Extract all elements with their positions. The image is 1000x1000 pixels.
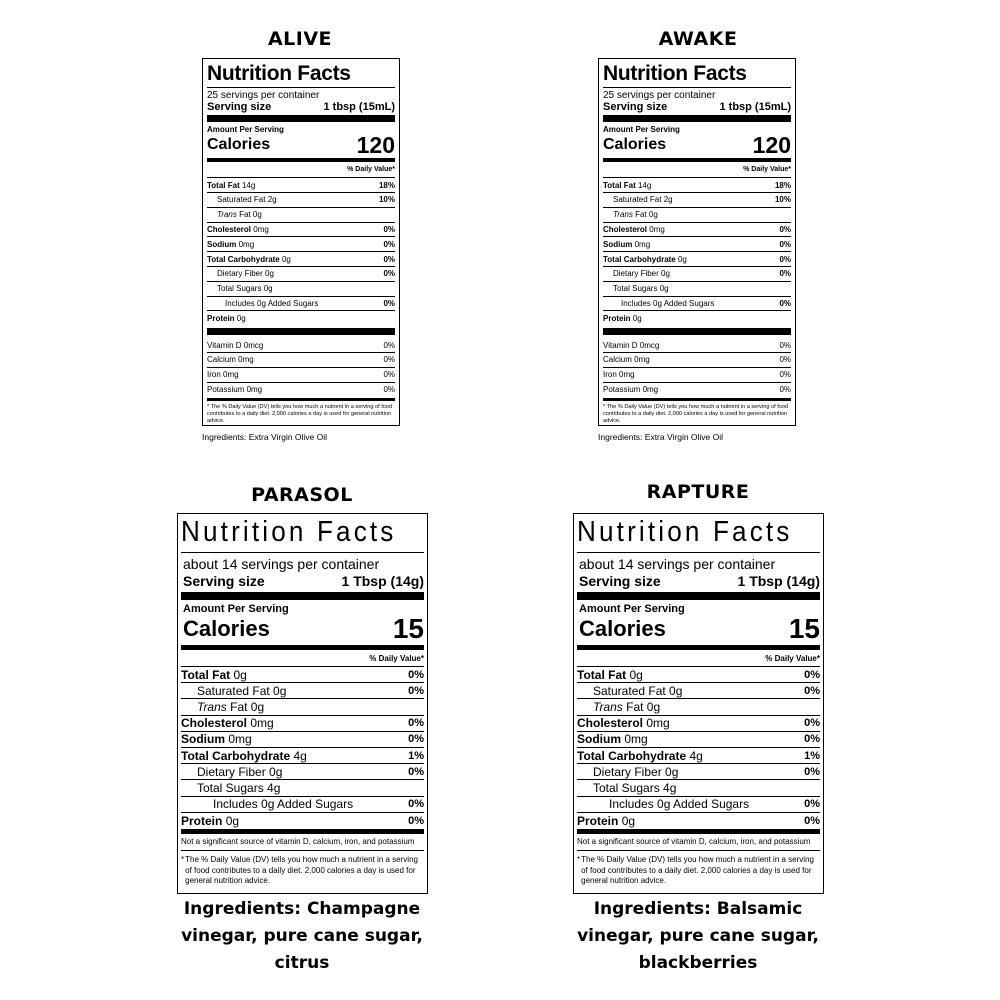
daily-value: 0% — [804, 798, 820, 811]
nutrient-label: Sodium — [181, 732, 225, 747]
cholesterol-row — [577, 716, 820, 732]
total-fat-row — [603, 178, 791, 193]
nutrient-label: Total Fat — [207, 180, 240, 190]
daily-value: 0% — [383, 355, 395, 365]
daily-value: 1% — [408, 749, 424, 762]
nutrient-label: Fat 0g — [622, 699, 661, 714]
serving-size-label: Serving size — [183, 573, 265, 589]
nutrient-label: Calcium 0mg — [207, 355, 254, 365]
significance-note: Not a significant source of vitamin D, calcium, iron, and potassium — [577, 829, 820, 852]
trans-fat-row — [207, 208, 395, 223]
daily-value: 18% — [378, 180, 395, 190]
nutrient-label: Total Carbohydrate — [181, 748, 291, 763]
nutrient-label: Dietary Fiber 0g — [197, 764, 283, 779]
protein-row — [207, 311, 395, 326]
nutrient-amount: 0mg — [624, 732, 648, 747]
saturated-fat-row — [181, 683, 424, 699]
total-carbohydrate-row — [207, 252, 395, 267]
nutrient-label: Fat 0g — [226, 699, 265, 714]
thick-divider — [207, 328, 395, 335]
nutrient-label: Protein — [603, 314, 631, 324]
daily-value: 0% — [804, 814, 820, 827]
nutrient-label: Total Carbohydrate — [577, 748, 687, 763]
nutrition-facts-title: Nutrition Facts — [181, 516, 397, 548]
daily-value: 0% — [408, 798, 424, 811]
daily-value: 0% — [408, 733, 424, 746]
nutrient-label: Vitamin D 0mcg — [207, 340, 264, 350]
product-title-parasol: PARASOL — [251, 484, 353, 506]
nutrient-amount: 0mg — [250, 716, 274, 731]
daily-value: 0% — [383, 385, 395, 395]
daily-value: 0% — [779, 370, 791, 380]
nutrient-amount: 0mg — [228, 732, 252, 747]
saturated-fat-row — [603, 193, 791, 208]
footnote-text: The % Daily Value (DV) tells you how much a nutrient in a serving of food contributes to a daily diet. 2,000 calories a day is used for general nutrition advice. — [581, 855, 814, 886]
nutrient-label: Protein — [207, 314, 235, 324]
daily-value: 0% — [383, 239, 395, 249]
nutrient-label: Sodium — [577, 732, 621, 747]
servings-per-container: about 14 servings per container — [579, 556, 776, 572]
divider — [207, 87, 395, 88]
daily-value: 0% — [383, 370, 395, 380]
trans-italic: Trans — [217, 210, 237, 220]
total-fat-row — [181, 667, 424, 683]
daily-value: 0% — [408, 765, 424, 778]
divider — [577, 552, 820, 553]
nutrient-label: Potassium 0mg — [603, 385, 659, 395]
total-carbohydrate-row — [577, 748, 820, 764]
medium-divider — [181, 645, 424, 650]
daily-value-footnote: * The % Daily Value (DV) tells you how much a nutrient in a serving of food contributes to a daily diet. 2,000 calories a day is used for general nutrition advice. — [603, 398, 791, 425]
product-title-rapture: RAPTURE — [646, 481, 750, 503]
daily-value: 0% — [408, 717, 424, 730]
thick-divider — [577, 592, 820, 600]
sodium-row — [181, 732, 424, 748]
protein-row — [603, 311, 791, 326]
daily-value: 0% — [804, 765, 820, 778]
medium-divider — [577, 645, 820, 650]
trans-italic: Trans — [197, 699, 227, 714]
amount-per-serving: Amount Per Serving — [183, 603, 289, 615]
nutrient-label: Saturated Fat 0g — [593, 683, 683, 698]
daily-value: 0% — [779, 385, 791, 395]
nutrient-label: Saturated Fat 2g — [613, 195, 673, 205]
daily-value: 10% — [774, 195, 791, 205]
daily-value: 0% — [383, 254, 395, 264]
nutrient-label: Fat 0g — [236, 210, 262, 220]
nutrient-amount: 0mg — [649, 224, 665, 234]
daily-value: 0% — [408, 684, 424, 697]
trans-fat-row — [577, 699, 820, 715]
daily-value: 0% — [779, 298, 791, 308]
thick-divider — [603, 115, 791, 122]
nutrient-amount: 0g — [632, 314, 642, 324]
servings-per-container: 25 servings per container — [603, 90, 716, 101]
nutrient-label: Includes 0g Added Sugars — [621, 298, 715, 308]
amount-per-serving: Amount Per Serving — [603, 125, 680, 134]
nutrient-label: Protein — [181, 813, 223, 828]
total-sugars-row — [181, 780, 424, 796]
nutrient-label: Includes 0g Added Sugars — [225, 298, 319, 308]
calories-value: 120 — [752, 132, 791, 159]
nutrient-label: Iron 0mg — [207, 370, 239, 380]
daily-value: 0% — [383, 224, 395, 234]
footnote-star: * — [181, 855, 185, 865]
nutrient-amount: 0g — [629, 667, 643, 682]
sodium-row — [207, 237, 395, 252]
total-sugars-row — [207, 282, 395, 297]
calories-value: 15 — [392, 613, 424, 644]
medium-divider — [603, 158, 791, 162]
nutrient-label: Total Carbohydrate — [603, 254, 676, 264]
nutrient-label: Sodium — [603, 239, 633, 249]
nutrient-amount: 14g — [241, 180, 256, 190]
serving-size-row — [577, 573, 820, 590]
daily-value: 0% — [383, 340, 395, 350]
daily-value-footnote: * The % Daily Value (DV) tells you how much a nutrient in a serving of food contributes to a daily diet. 2,000 calories a day is used for general nutrition advice. — [207, 398, 395, 425]
iron-row — [207, 368, 395, 383]
added-sugars-row — [603, 297, 791, 312]
serving-size-row — [207, 101, 395, 113]
total-sugars-row — [603, 282, 791, 297]
saturated-fat-row — [577, 683, 820, 699]
amount-per-serving: Amount Per Serving — [207, 125, 284, 134]
nutrient-amount: 0g — [621, 813, 636, 828]
total-fat-row — [207, 178, 395, 193]
calories-label: Calories — [207, 136, 271, 154]
nutrient-label: Saturated Fat 2g — [217, 195, 277, 205]
nutrient-label: Vitamin D 0mcg — [603, 340, 660, 350]
calories-label: Calories — [579, 616, 666, 641]
calcium-row — [207, 353, 395, 368]
nutrient-label: Total Fat — [603, 180, 636, 190]
daily-value-header: % Daily Value* — [181, 652, 424, 667]
calories-value: 15 — [788, 613, 820, 644]
saturated-fat-row — [207, 193, 395, 208]
serving-size-value: 1 Tbsp (14g) — [341, 573, 424, 589]
serving-size-value: 1 tbsp (15mL) — [719, 101, 791, 113]
product-title-awake: AWAKE — [658, 28, 738, 50]
potassium-row — [603, 383, 791, 398]
calories-value: 120 — [356, 132, 395, 159]
total-carbohydrate-row — [603, 252, 791, 267]
dietary-fiber-row — [207, 267, 395, 282]
calories-row — [207, 132, 395, 159]
nutrient-amount: 0g — [233, 667, 247, 682]
serving-size-row — [603, 101, 791, 113]
footnote-text: The % Daily Value (DV) tells you how much a nutrient in a serving of food contributes to a daily diet. 2,000 calories a day is used for general nutrition advice. — [185, 855, 418, 886]
vitamin-d-row — [207, 338, 395, 353]
calcium-row — [603, 353, 791, 368]
daily-value: 0% — [383, 298, 395, 308]
daily-value-footnote — [577, 851, 820, 887]
calories-row — [603, 132, 791, 159]
nutrient-label: Includes 0g Added Sugars — [213, 797, 354, 812]
nutrient-amount: 0g — [281, 254, 291, 264]
nutrient-label: Includes 0g Added Sugars — [609, 797, 750, 812]
daily-value: 0% — [804, 733, 820, 746]
daily-value: 1% — [804, 749, 820, 762]
serving-size-value: 1 Tbsp (14g) — [737, 573, 820, 589]
daily-value: 0% — [779, 224, 791, 234]
nutrient-label: Total Sugars 0g — [613, 284, 669, 294]
daily-value: 10% — [378, 195, 395, 205]
nutrition-facts-title: Nutrition Facts — [577, 516, 793, 548]
sodium-row — [577, 732, 820, 748]
daily-value: 0% — [779, 254, 791, 264]
daily-value: 0% — [408, 814, 424, 827]
total-sugars-row — [577, 780, 820, 796]
nutrition-label-rapture — [573, 513, 824, 894]
serving-size-value: 1 tbsp (15mL) — [323, 101, 395, 113]
sodium-row — [603, 237, 791, 252]
nutrient-amount: 4g — [689, 748, 703, 763]
calories-row — [577, 613, 820, 644]
nutrient-label: Potassium 0mg — [207, 385, 263, 395]
medium-divider — [207, 158, 395, 162]
cholesterol-row — [181, 716, 424, 732]
daily-value-header: % Daily Value* — [207, 164, 395, 178]
dietary-fiber-row — [577, 764, 820, 780]
nutrient-label: Calcium 0mg — [603, 355, 650, 365]
daily-value-header: % Daily Value* — [577, 652, 820, 667]
nutrient-amount: 0mg — [238, 239, 255, 249]
nutrient-label: Sodium — [207, 239, 237, 249]
dietary-fiber-row — [603, 267, 791, 282]
nutrient-label: Dietary Fiber 0g — [613, 269, 670, 279]
ingredients-parasol: Ingredients: Champagne vinegar, pure cane sugar, citrus — [181, 899, 423, 973]
nutrition-facts-title: Nutrition Facts — [603, 62, 747, 85]
serving-size-label: Serving size — [603, 101, 668, 113]
servings-per-container: about 14 servings per container — [183, 556, 380, 572]
nutrient-label: Iron 0mg — [603, 370, 635, 380]
ingredients-awake: Ingredients: Extra Virgin Olive Oil — [598, 432, 724, 442]
nutrition-label-alive — [202, 58, 400, 426]
product-title-alive: ALIVE — [267, 28, 333, 50]
nutrient-label: Cholesterol — [603, 224, 648, 234]
trans-italic: Trans — [593, 699, 623, 714]
nutrient-label: Cholesterol — [207, 224, 252, 234]
calories-label: Calories — [603, 136, 667, 154]
nutrient-amount: 0mg — [634, 239, 651, 249]
trans-fat-row — [181, 699, 424, 715]
serving-size-label: Serving size — [579, 573, 661, 589]
added-sugars-row — [207, 297, 395, 312]
total-fat-row — [577, 667, 820, 683]
calories-row — [181, 613, 424, 644]
nutrient-amount: 0mg — [253, 224, 269, 234]
nutrient-label: Total Sugars 4g — [197, 780, 281, 795]
nutrient-amount: 0mg — [646, 716, 670, 731]
cholesterol-row — [207, 223, 395, 238]
servings-per-container: 25 servings per container — [207, 90, 320, 101]
thick-divider — [207, 115, 395, 122]
nutrient-label: Cholesterol — [577, 716, 644, 731]
nutrient-amount: 14g — [637, 180, 652, 190]
nutrient-amount: 0g — [225, 813, 240, 828]
iron-row — [603, 368, 791, 383]
nutrient-label: Dietary Fiber 0g — [217, 269, 274, 279]
daily-value: 0% — [779, 355, 791, 365]
potassium-row — [207, 383, 395, 398]
significance-note: Not a significant source of vitamin D, calcium, iron, and potassium — [181, 829, 424, 852]
nutrient-label: Total Fat — [181, 667, 231, 682]
nutrition-label-parasol — [177, 513, 428, 894]
ingredients-rapture: Ingredients: Balsamic vinegar, pure cane sugar, blackberries — [577, 899, 819, 973]
added-sugars-row — [577, 797, 820, 813]
nutrient-amount: 4g — [293, 748, 307, 763]
daily-value-footnote — [181, 851, 424, 887]
protein-row — [577, 813, 820, 829]
nutrient-label: Saturated Fat 0g — [197, 683, 287, 698]
trans-fat-row — [603, 208, 791, 223]
daily-value: 0% — [804, 668, 820, 681]
nutrient-label: Total Sugars 0g — [217, 284, 273, 294]
amount-per-serving: Amount Per Serving — [579, 603, 685, 615]
daily-value-header: % Daily Value* — [603, 164, 791, 178]
daily-value: 0% — [804, 717, 820, 730]
nutrition-label-awake — [598, 58, 796, 426]
daily-value: 0% — [408, 668, 424, 681]
nutrient-amount: 0g — [236, 314, 246, 324]
daily-value: 0% — [779, 340, 791, 350]
daily-value: 0% — [779, 269, 791, 279]
ingredients-alive: Ingredients: Extra Virgin Olive Oil — [202, 432, 328, 442]
calories-label: Calories — [183, 616, 270, 641]
divider — [181, 552, 424, 553]
footnote-star: * — [577, 855, 581, 865]
nutrition-facts-title: Nutrition Facts — [207, 62, 351, 85]
dietary-fiber-row — [181, 764, 424, 780]
nutrient-label: Total Fat — [577, 667, 627, 682]
thick-divider — [603, 328, 791, 335]
cholesterol-row — [603, 223, 791, 238]
total-carbohydrate-row — [181, 748, 424, 764]
trans-italic: Trans — [613, 210, 633, 220]
nutrient-label: Dietary Fiber 0g — [593, 764, 679, 779]
thick-divider — [181, 592, 424, 600]
serving-size-label: Serving size — [207, 101, 272, 113]
daily-value: 0% — [804, 684, 820, 697]
nutrient-label: Fat 0g — [632, 210, 658, 220]
serving-size-row — [181, 573, 424, 590]
nutrient-label: Cholesterol — [181, 716, 248, 731]
nutrient-label: Total Sugars 4g — [593, 780, 677, 795]
added-sugars-row — [181, 797, 424, 813]
vitamin-d-row — [603, 338, 791, 353]
nutrient-amount: 0g — [677, 254, 687, 264]
daily-value: 0% — [383, 269, 395, 279]
daily-value: 18% — [774, 180, 791, 190]
daily-value: 0% — [779, 239, 791, 249]
nutrient-label: Total Carbohydrate — [207, 254, 280, 264]
nutrient-label: Protein — [577, 813, 619, 828]
divider — [603, 87, 791, 88]
protein-row — [181, 813, 424, 829]
